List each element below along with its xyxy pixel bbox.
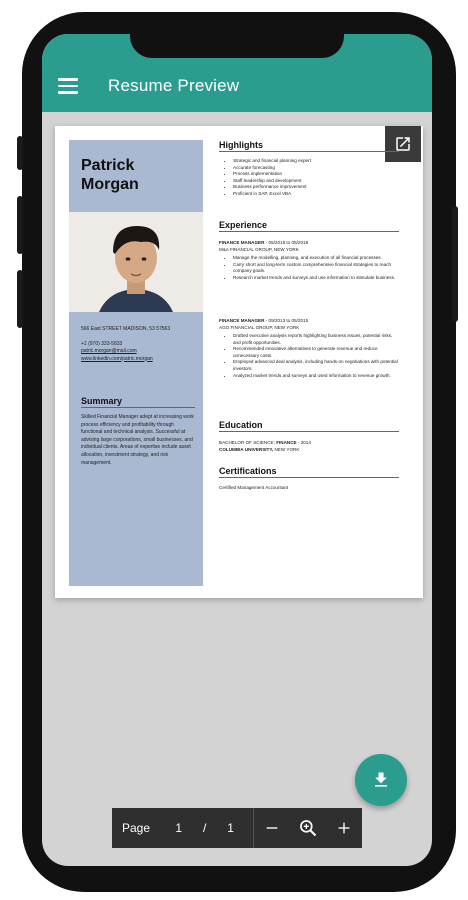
list-item: • Analyzed market trends and surveys and used information to revenue growth. [233, 373, 399, 380]
list-item: • Business performance improvement [233, 184, 399, 191]
zoom-button[interactable] [290, 808, 326, 848]
job-title [219, 318, 399, 325]
highlights-list [227, 158, 399, 198]
summary-text: Skilled Financial Manager adept at increasing work process efficiency and profitability through functional and technical analysis. Successful at advising large corporations, small businesses, and individual clients. Areas of expertise include asset allocation, investment strategy, and risk management. [81, 414, 194, 466]
job-dates: - 05/2015 to 05/2019 [265, 240, 309, 245]
summary-heading: Summary [81, 396, 195, 408]
phone-side-button [17, 136, 23, 170]
job-company: AGO FINANCIAL GROUP, NEW YORK [219, 325, 300, 330]
job-company: M&A FINANCIAL GROUP, NEW YORK [219, 247, 299, 252]
page-label: Page [122, 821, 151, 835]
list-item: • Employed advanced deal analysis, including hands-on negotiations with potential investors. [233, 359, 399, 372]
job-title-text: FINANCE MANAGER [219, 318, 265, 323]
list-item: • Research market trends and surveys and use information to stimulate business. [233, 275, 399, 282]
list-item: • Process implementation [233, 171, 399, 178]
zoom-in-button[interactable] [326, 808, 362, 848]
job-bullets [227, 255, 399, 281]
degree-year: - 2014 [297, 440, 311, 445]
job-title-text: FINANCE MANAGER [219, 240, 265, 245]
experience-heading: Experience [219, 220, 399, 232]
resume-first-name: Patrick [81, 157, 135, 174]
contact-linkedin: www.linkedin.com/patric.morgan [81, 355, 153, 362]
app-title: Resume Preview [108, 76, 240, 95]
list-item: • Drafted executive analysis reports highlighting business issues, potential risks, and profit opportunities. [233, 333, 399, 346]
education-degree [219, 440, 399, 447]
list-item: • Manage the modelling, planning, and execution of all financial processes. [233, 255, 399, 262]
zoom-in-icon [298, 818, 318, 838]
list-item: • Staff leadership and development [233, 178, 399, 185]
total-pages: 1 [227, 821, 234, 835]
list-item: • Strategic and financial planning expert [233, 158, 399, 165]
page-separator: / [202, 821, 207, 835]
job-dates: - 09/2013 to 05/2015 [265, 318, 309, 323]
list-item: • Proficient in SAP, Excel VBA [233, 191, 399, 198]
plus-icon [336, 820, 352, 836]
profile-photo [69, 212, 203, 312]
resume-page [55, 126, 423, 598]
phone-side-button [17, 196, 23, 254]
minus-icon [264, 820, 280, 836]
job-title [219, 240, 399, 247]
list-item: • Accurate forecasting [233, 165, 399, 172]
job-bullets [227, 333, 399, 379]
resume-last-name: Morgan [81, 176, 139, 193]
resume-name [69, 140, 203, 194]
contact-email: patric.morgan@mail.com [81, 348, 137, 354]
download-button[interactable] [355, 754, 407, 806]
contact-phone: +1 (970) 333-5833 [81, 340, 123, 347]
download-icon [371, 770, 391, 790]
education-school [219, 447, 399, 454]
contact-info [81, 326, 197, 363]
certification-item: Certified Management Accountant [219, 485, 289, 490]
highlights-heading: Highlights [219, 140, 399, 152]
menu-icon[interactable] [58, 78, 78, 94]
zoom-out-button[interactable] [254, 808, 290, 848]
school-name: COLUMBIA UNIVERSITY, [219, 447, 274, 452]
degree-text: BACHELOR OF SCIENCE: [219, 440, 275, 445]
current-page[interactable]: 1 [175, 821, 183, 835]
school-location: NEW YORK [274, 447, 300, 452]
list-item: • Carry short and long-term custom comprehensive financial strategies to reach company goals. [233, 262, 399, 275]
page-toolbar [112, 808, 362, 848]
certifications-heading: Certifications [219, 466, 399, 478]
screen [42, 34, 432, 866]
phone-side-button [452, 206, 458, 322]
phone-notch [130, 34, 344, 58]
degree-field: FINANCE [276, 440, 297, 445]
contact-address: 566 East STREET MADISON, 53 57563 [81, 326, 171, 332]
education-heading: Education [219, 420, 399, 432]
list-item: • Recommended innovative alternatives to generate revenue and reduce unnecessary costs. [233, 346, 399, 359]
resume-left-panel [69, 140, 203, 586]
phone-side-button [17, 270, 23, 328]
